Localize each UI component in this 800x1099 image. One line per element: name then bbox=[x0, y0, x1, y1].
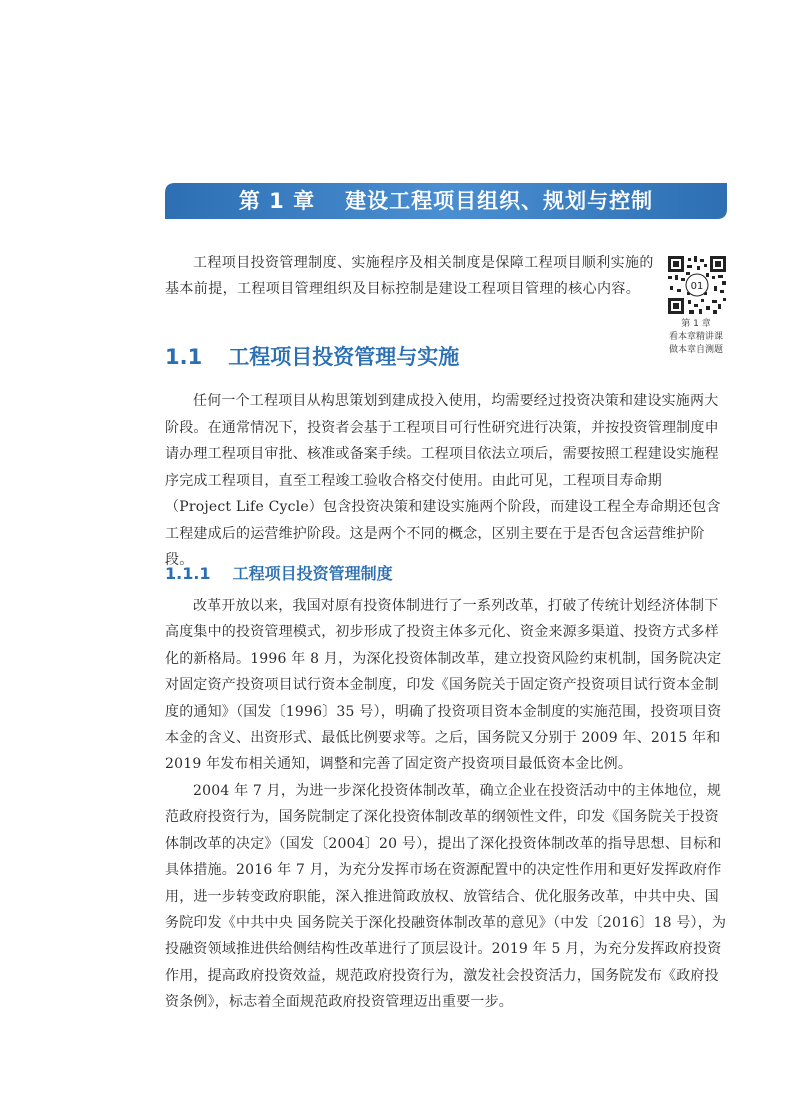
section-heading bbox=[165, 341, 459, 371]
chapter-title: 建设工程项目组织、规划与控制 bbox=[345, 189, 654, 213]
section-paragraph: 任何一个工程项目从构思策划到建成投入使用，均需要经过投资决策和建设实施两大阶段。在通常情况下，投资者会基于工程项目可行性研究进行决策，并按投资管理制度申请办理工程项目审批、核准或备案手续。工程项目依法立项后，需要按照工程建设实施程序完成工程项目，直至工程竣工验收合格交付使用。由此可见，工程项目寿命期（Project Life Cycle）包含投资决策和建设实施两个阶段，而建设工程全寿命期还包含工程建成后的运营维护阶段。这是两个不同的概念，区别主要在于是否包含运营维护阶段。 bbox=[165, 393, 721, 568]
section-number: 1.1 bbox=[165, 345, 203, 369]
qr-label: 01 bbox=[690, 281, 704, 292]
qr-caption bbox=[650, 318, 742, 357]
chapter-heading bbox=[165, 183, 727, 219]
qr-caption-quiz: 做本章自测题 bbox=[668, 345, 723, 355]
subsection-number: 1.1.1 bbox=[165, 564, 211, 583]
chapter-banner bbox=[165, 183, 727, 219]
subsection-heading bbox=[165, 561, 393, 584]
qr-caption-lecture: 看本章精讲课 bbox=[668, 332, 723, 342]
subsection-title: 工程项目投资管理制度 bbox=[232, 564, 393, 583]
qr-code-icon[interactable] bbox=[668, 256, 726, 314]
subsection-paragraph-2: 2004 年 7 月，为进一步深化投资体制改革，确立企业在投资活动中的主体地位，规范政府投资行为，国务院制定了深化投资体制改革的纲领性文件，印发《国务院关于投资体制改革的决定》（国发〔2004〕20 号），提出了深化投资体制改革的指导思想、目标和具体措施。2016 年 7 月，为充分发挥市场在资源配置中的决定性作用和更好发挥政府作用，进一步转变政府职能，深入推进简政放权、放管结合、优化服务改革，中共中央、国务院印发《中共中央 国务院关于深化投融资体制改革的意见》（中发〔2016〕18 号），为投融资领域推进供给侧结构性改革进行了顶层设计。2019 年 5 月，为充分发挥政府投资作用，提高政府投资效益，规范政府投资行为，激发社会投资活力，国务院发布《政府投资条例》，标志着全面规范政府投资管理迈出重要一步。 bbox=[165, 783, 727, 1011]
section-title: 工程项目投资管理与实施 bbox=[228, 345, 460, 369]
subsection-paragraph-1: 改革开放以来，我国对原有投资体制进行了一系列改革，打破了传统计划经济体制下高度集中的投资管理模式，初步形成了投资主体多元化、资金来源多渠道、投资方式多样化的新格局。1996 年 8 月，为深化投资体制改革，建立投资风险约束机制，国务院决定对固定资产投资项目试行资本金制度，印发《国务院关于固定资产投资项目试行资本金制度的通知》（国发〔1996〕35 号），明确了投资项目资本金制度的实施范围，投资项目资本金的含义、出资形式、最低比例要求等。之后，国务院又分别于 2009 年、2015 年和 2019 年发布相关通知，调整和完善了固定资产投资项目最低资本金比例。 bbox=[165, 598, 722, 773]
chapter-number: 第 1 章 bbox=[238, 189, 316, 213]
qr-caption-chapter: 第 1 章 bbox=[681, 319, 711, 329]
chapter-intro: 工程项目投资管理制度、实施程序及相关制度是保障工程项目顺利实施的基本前提，工程项目管理组织及目标控制是建设工程项目管理的核心内容。 bbox=[165, 255, 654, 297]
